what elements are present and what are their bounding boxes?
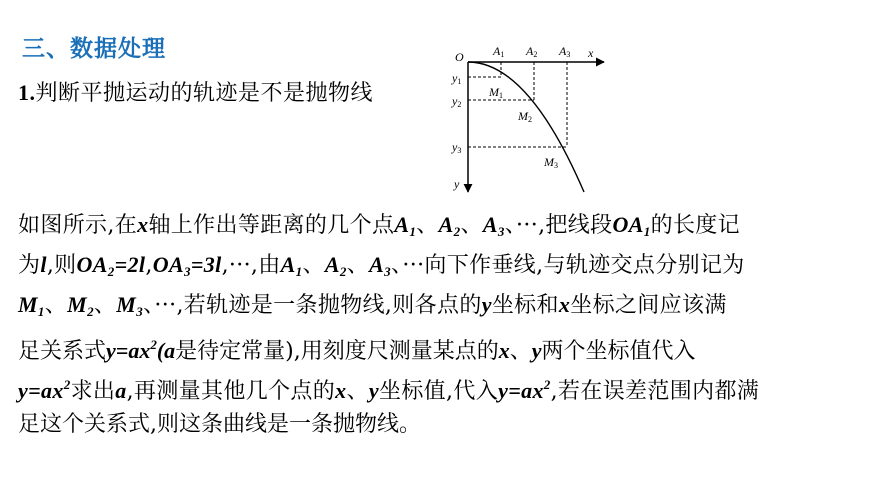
subtitle-number: 1. [18, 80, 36, 105]
subtitle [18, 76, 373, 107]
subtitle-text: 判断平抛运动的轨迹是不是抛物线 [35, 81, 374, 106]
y-axis-label: y [454, 177, 460, 191]
label-a1: A1 [493, 44, 505, 59]
paragraph-line-3: $M_1$、$M_2$、$M_3$、···,若轨迹是一条抛物线,则各点的y坐标和x坐标之间应该满 [18, 292, 727, 319]
paragraph-line-6: 足这个关系式,则这条曲线是一条抛物线。 [18, 412, 421, 437]
section-title: 三、数据处理 [22, 36, 166, 62]
trajectory-figure [446, 40, 616, 198]
label-m2: M2 [518, 109, 532, 124]
paragraph-line-1: 如图所示,在x轴上作出等距离的几个点$A_1$、$A_2$、$A_3$、···,把线段$OA_1$的长度记 [18, 212, 741, 239]
origin-label: O [455, 50, 464, 64]
paragraph-line-5: $y=ax^2$求出a,再测量其他几个点的x、y坐标值,代入$y=ax^2$,若在误差范围内都满 [18, 377, 760, 404]
paragraph-line-2: 为l,则$OA_2=2l,OA_3=3l,\cdot\cdot\cdot$,由$A_1$、$A_2$、$A_3$、···向下作垂线,与轨迹交点分别记为 [18, 252, 745, 279]
label-y2: y2 [452, 94, 462, 109]
label-m1: M1 [489, 85, 503, 100]
label-y3: y3 [452, 140, 462, 155]
paragraph-line-4: 足关系式$y=ax^2(a$是待定常量),用刻度尺测量某点的x、y两个坐标值代入 [18, 337, 696, 364]
explanation-paragraph [18, 205, 856, 445]
label-a3: A3 [559, 44, 571, 59]
label-y1: y1 [452, 71, 462, 86]
x-axis-label: x [588, 46, 594, 60]
label-m3: M3 [544, 155, 558, 170]
label-a2: A2 [526, 44, 538, 59]
